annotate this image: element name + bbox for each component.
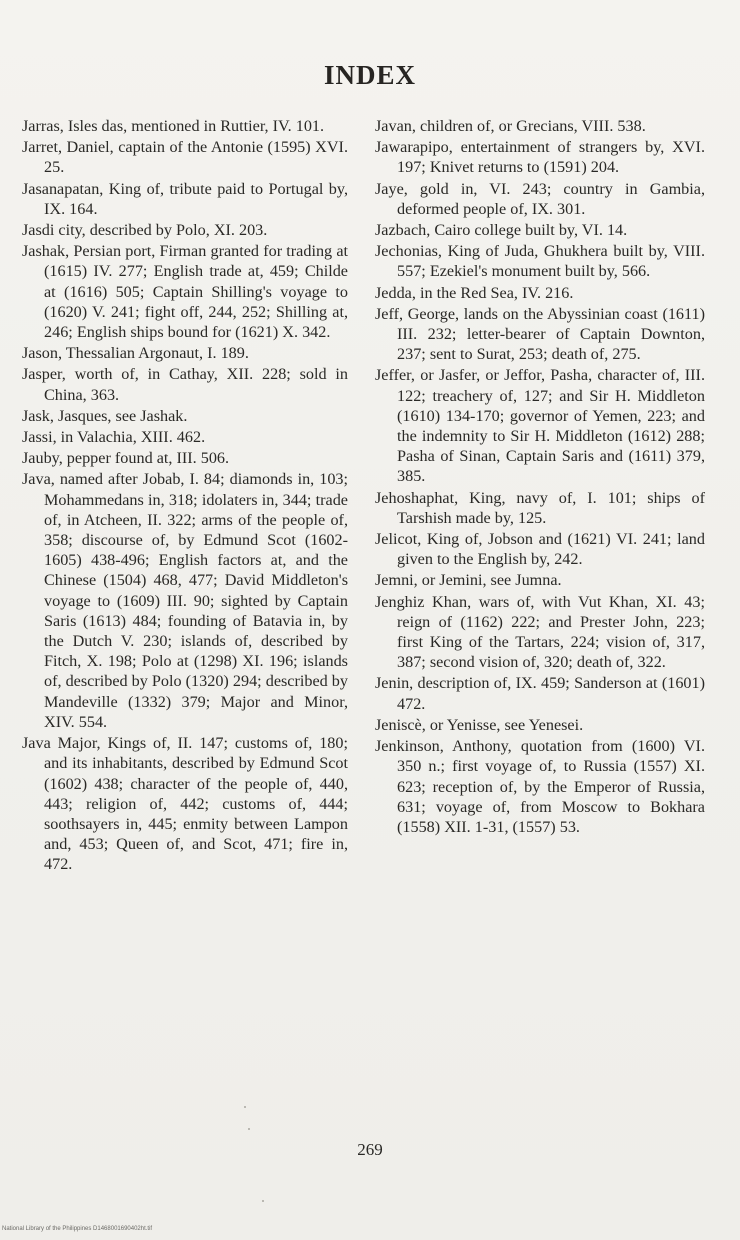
scan-footer: National Library of the Philippines D1468001690402ht.tif [2, 1226, 153, 1232]
index-entry: Jarras, Isles das, mentioned in Ruttier, IV. 101. [22, 117, 325, 135]
page-number: 269 [357, 1140, 383, 1159]
index-entry: Jassi, in Valachia, XIII. 462. [22, 428, 206, 447]
index-entry: Jenghiz Khan, wars of, with Vut Khan, XI. 43; reign of (1162) 222; and Prester John, 223; first King of the Tartars, 224; vision of, 317, 387; second vision of, 320; death of, 322. [375, 592, 705, 672]
paper-speck [244, 1106, 246, 1108]
index-entry: Jemni, or Jemini, see Jumna. [375, 571, 562, 590]
index-entry: Java, named after Jobab, I. 84; diamonds in, 103; Mohammedans in, 318; idolaters in, 344; trade of, in Atcheen, II. 322; arms of the people of, 358; discourse of, by Edmund Scot (1602-1605) 438-496; English factors at, and the Chinese (1504) 468, 477; David Middleton's voyage to (1609) III. 90; sighted by Captain Saris (1613) 484; founding of Batavia in, by the Dutch V. 230; islands of, described by Fitch, X. 198; Polo at (1298) XI. 196; islands of, described by Polo (1320) 294; described by Mandeville (1332) 379; Major and Minor, XIV. 554. [22, 470, 348, 731]
index-entry: Jasdi city, described by Polo, XI. 203. [22, 221, 268, 240]
index-entry: Jenkinson, Anthony, quotation from (1600) VI. 350 n.; first voyage of, to Russia (1557) XI. 623; reception of, by the Emperor of Russia, 631; voyage of, from Moscow to Bokhara (1558) XII. 1-31, (1557) 53. [375, 737, 705, 836]
index-entry: Jasanapatan, King of, tribute paid to Portugal by, IX. 164. [22, 179, 348, 218]
index-column-left [22, 116, 348, 876]
paper-speck [262, 1200, 264, 1202]
index-entry: Jeffer, or Jasfer, or Jeffor, Pasha, character of, III. 122; treachery of, 127; and Sir H. Middleton (1610) 134-170; governor of Yemen, 223; and the indemnity to Sir H. Middleton (1612) 288; Pasha of Sinan, Captain Saris and (1611) 379, 385. [375, 366, 705, 486]
index-entry: Jelicot, King of, Jobson and (1621) VI. 241; land given to the English by, 242. [375, 530, 705, 569]
index-entry: Jenin, description of, IX. 459; Sanderson at (1601) 472. [375, 674, 705, 713]
index-column-right [375, 116, 705, 838]
index-entry: Jazbach, Cairo college built by, VI. 14. [375, 221, 628, 240]
index-entry: Jedda, in the Red Sea, IV. 216. [375, 283, 574, 302]
paper-speck [248, 1128, 250, 1130]
index-entry: Jask, Jasques, see Jashak. [22, 406, 188, 425]
index-entry: Javan, children of, or Grecians, VIII. 538. [375, 117, 646, 135]
index-entry: Jashak, Persian port, Firman granted for trading at (1615) IV. 277; English trade at, 459; Childe at (1616) 505; Captain Shilling's voyage to (1620) V. 241; fight off, 244, 252; Shilling at, 246; English ships bound for (1621) X. 342. [22, 242, 348, 342]
index-entry: Jeff, George, lands on the Abyssinian coast (1611) III. 232; letter-bearer of Captain Downton, 237; sent to Surat, 253; death of, 275. [375, 304, 705, 364]
index-entry: Jehoshaphat, King, navy of, I. 101; ships of Tarshish made by, 125. [375, 488, 705, 527]
index-entry: Jason, Thessalian Argonaut, I. 189. [22, 344, 249, 363]
index-entry: Jeniscè, or Yenisse, see Yenesei. [375, 715, 584, 734]
index-entry: Jasper, worth of, in Cathay, XII. 228; sold in China, 363. [22, 365, 348, 404]
index-entry: Jaye, gold in, VI. 243; country in Gambia, deformed people of, IX. 301. [375, 179, 705, 218]
index-entry: Jawarapipo, entertainment of strangers by, XVI. 197; Knivet returns to (1591) 204. [375, 138, 705, 177]
index-entry: Jauby, pepper found at, III. 506. [22, 449, 230, 468]
index-entry: Jechonias, King of Juda, Ghukhera built by, VIII. 557; Ezekiel's monument built by, 566. [375, 242, 705, 281]
page-title: INDEX [323, 60, 416, 90]
index-entry: Jarret, Daniel, captain of the Antonie (1595) XVI. 25. [22, 138, 348, 177]
index-entry: Java Major, Kings of, II. 147; customs of, 180; and its inhabitants, described by Edmund Scot (1602) 438; character of the people of, 440, 443; religion of, 442; customs of, 444; soothsayers in, 445; enmity between Lampon and, 453; Queen of, and Scot, 471; fire in, 472. [22, 734, 348, 874]
